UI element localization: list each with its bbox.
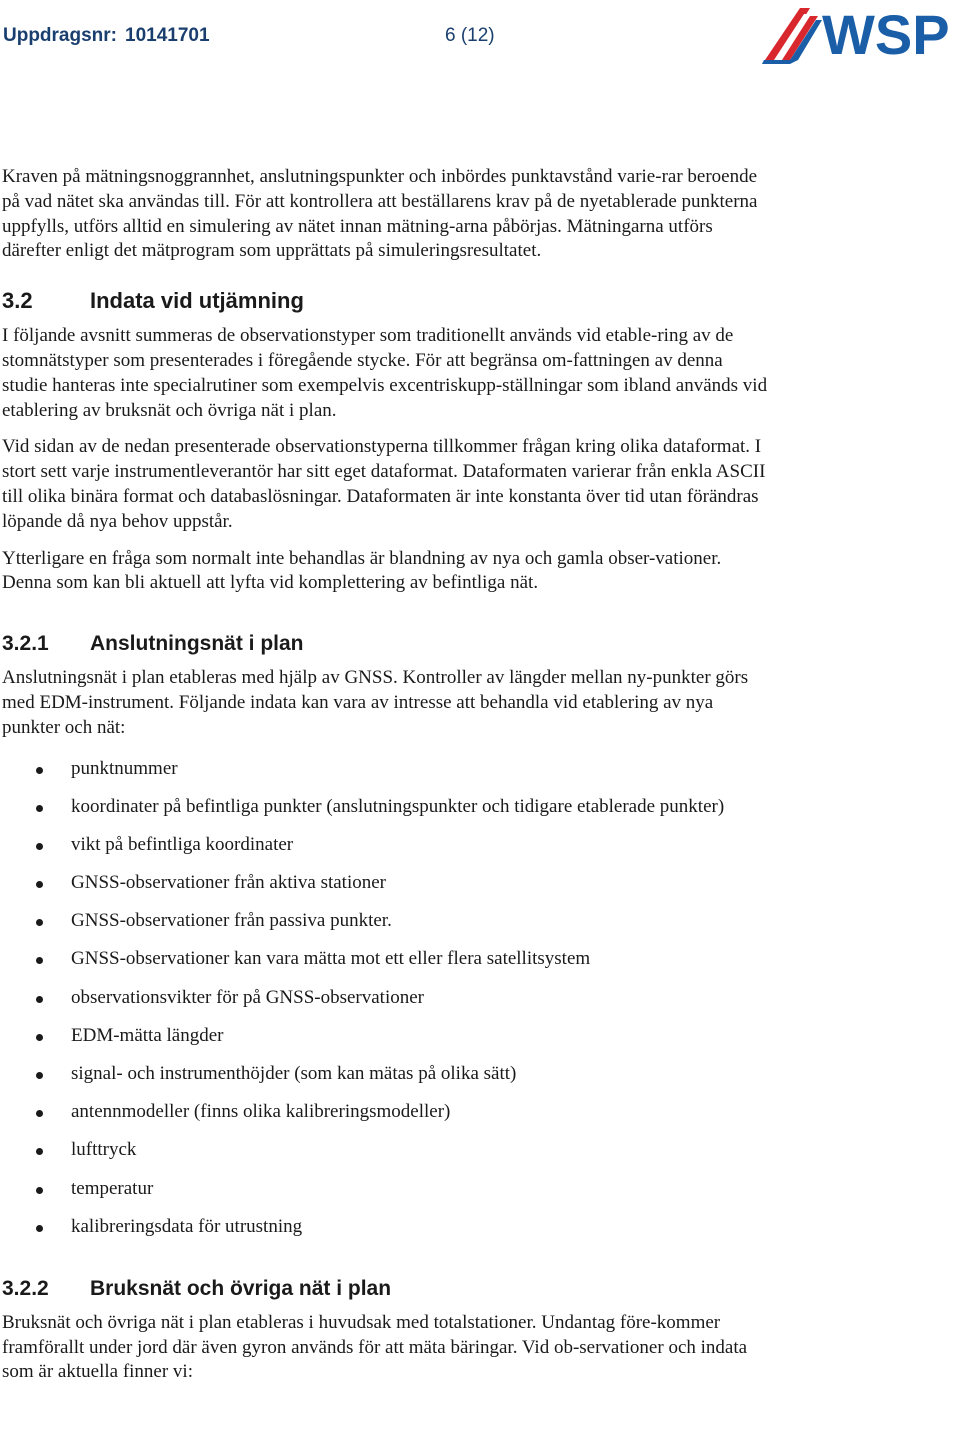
paragraph: I följande avsnitt summeras de observationstyper som traditionellt används vid etable-ring av de stomnätstyper som presenterades i föregående stycke. För att begränsa om-fattningen av denna studie hanteras inte specialrutiner som exempelvis excentriskupp-ställningar som ibland används vid etablering av bruksnät och övriga nät i plan.: [2, 325, 768, 421]
list-item: GNSS-observationer kan vara mätta mot ett eller flera satellitsystem: [2, 945, 772, 973]
bullet-icon: [36, 919, 43, 926]
list-item: antennmodeller (finns olika kalibreringsmodeller): [2, 1098, 772, 1126]
paragraph: Ytterligare en fråga som normalt inte behandlas är blandning av nya och gamla obser-vationer. Denna som kan bli aktuell att lyfta vid komplettering av befintliga nät.: [2, 547, 722, 594]
list-item: vikt på befintliga koordinater: [2, 831, 772, 859]
section-heading-3-2-1: 3.2.1 Anslutningsnät i plan: [2, 632, 304, 656]
wsp-logo: [760, 0, 960, 64]
page-number: 6 (12): [445, 25, 495, 46]
assignment-number: [3, 25, 210, 47]
list-item: signal- och instrumenthöjder (som kan mätas på olika sätt): [2, 1060, 772, 1088]
section-heading-3-2-2: 3.2.2 Bruksnät och övriga nät i plan: [2, 1276, 392, 1300]
assignment-label: Uppdragsnr:: [3, 25, 117, 46]
bullet-icon: [36, 767, 43, 774]
list-item: temperatur: [2, 1175, 772, 1203]
list-item: lufttryck: [2, 1136, 772, 1164]
bullet-icon: [36, 843, 43, 850]
bullet-icon: [36, 1148, 43, 1155]
assignment-value: 10141701: [125, 25, 210, 46]
list-item: EDM-mätta längder: [2, 1022, 772, 1050]
list-item: punktnummer: [2, 755, 772, 783]
list-item: GNSS-observationer från passiva punkter.: [2, 907, 772, 935]
bullet-icon: [36, 1225, 43, 1232]
bullet-icon: [36, 1072, 43, 1079]
bullet-icon: [36, 1187, 43, 1194]
list-item: GNSS-observationer från aktiva stationer: [2, 869, 772, 897]
section-heading-3-2: 3.2 Indata vid utjämning: [2, 288, 304, 314]
bullet-icon: [36, 1034, 43, 1041]
logo-mark-icon: [762, 8, 822, 64]
bullet-icon: [36, 996, 43, 1003]
bullet-icon: [36, 1110, 43, 1117]
bullet-list: [2, 755, 772, 1241]
paragraph: Anslutningsnät i plan etableras med hjälp av GNSS. Kontroller av längder mellan ny-punkter görs med EDM-instrument. Följande indata kan vara av intresse att behandla vid etablering av nya punkter och nät:: [2, 667, 749, 738]
paragraph: Bruksnät och övriga nät i plan etableras i huvudsak med totalstationer. Undantag före-kommer framförallt under jord där även gyron används för att mäta bäringar. Vid ob-servationer och indata som är aktuella finner vi:: [2, 1311, 748, 1383]
intro-paragraph: Kraven på mätningsnoggrannhet, anslutningspunkter och inbördes punktavstånd varie-rar beroende på vad nätet ska användas till. För att kontrollera att beställarens krav på de nyetablerade punkterna uppfylls, utförs alltid en simulering av nätet innan mätning-arna påbörjas. Mätningarna utförs därefter enligt det mätprogram som upprättats på simuleringsresultatet.: [2, 166, 758, 262]
bullet-icon: [36, 881, 43, 888]
logo-wordmark: WSP: [822, 3, 950, 64]
list-item: kalibreringsdata för utrustning: [2, 1213, 772, 1241]
paragraph: Vid sidan av de nedan presenterade observationstyperna tillkommer frågan kring olika dataformat. I stort sett varje instrumentleverantör har sitt eget dataformat. Dataformaten varierar från enkla ASCII till olika binära format och databaslösningar. Dataformaten är inte konstanta över tid utan förändras löpande då nya behov uppstår.: [2, 436, 766, 532]
document-body: [2, 165, 772, 1385]
bullet-icon: [36, 957, 43, 964]
bullet-icon: [36, 805, 43, 812]
list-item: observationsvikter för på GNSS-observationer: [2, 984, 772, 1012]
page-header: [0, 0, 960, 70]
list-item: koordinater på befintliga punkter (anslutningspunkter och tidigare etablerade punkter): [2, 793, 761, 821]
